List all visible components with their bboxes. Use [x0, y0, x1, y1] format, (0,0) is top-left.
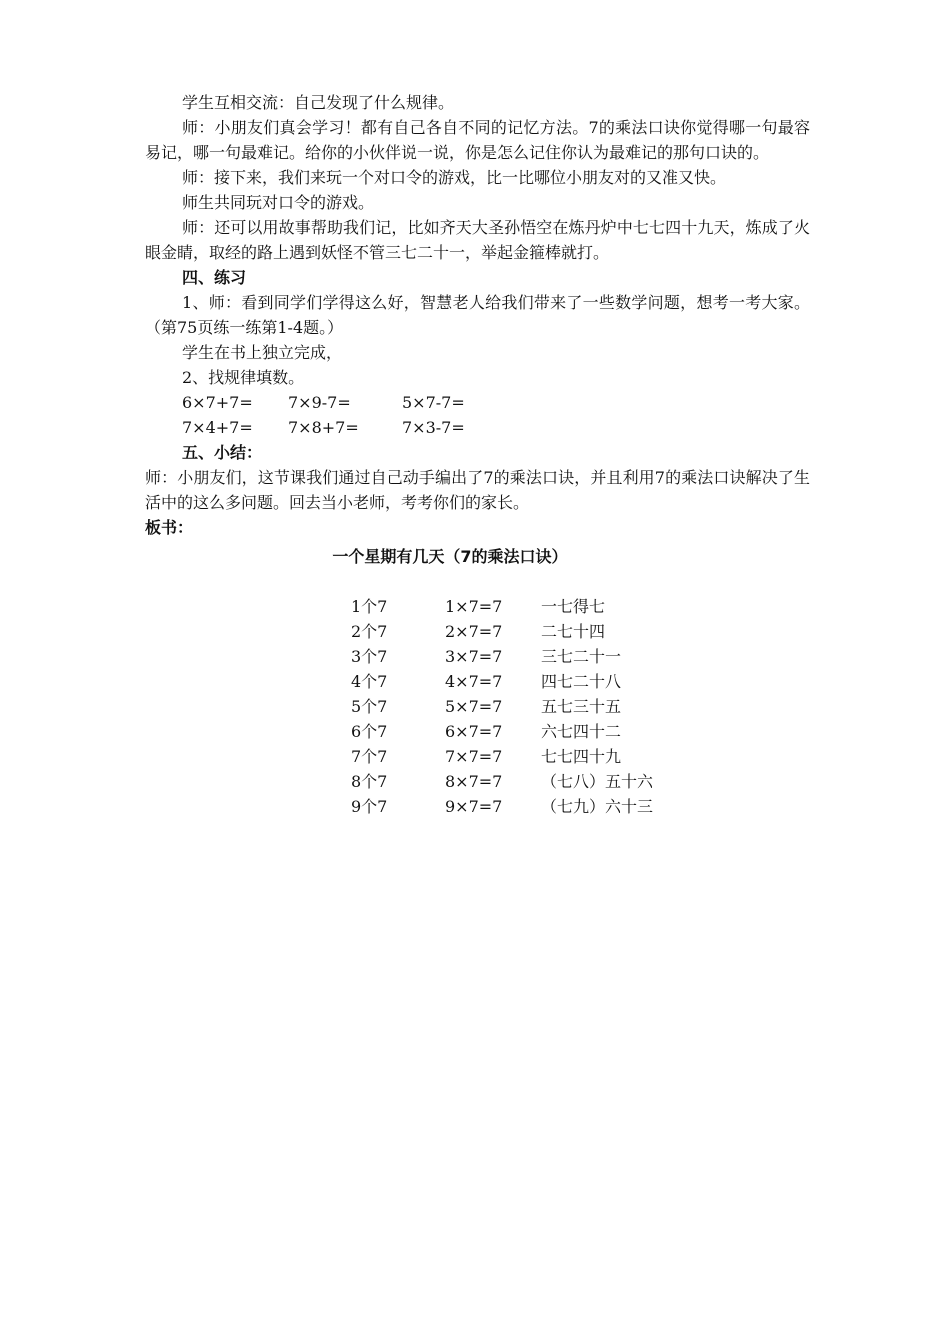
board-equation: 5×7=7 [445, 697, 503, 716]
board-rhyme: （七九）六十三 [541, 797, 654, 816]
board-equation: 3×7=7 [445, 647, 503, 666]
board-rhyme: 七七四十九 [541, 747, 622, 766]
board-count: 9个7 [351, 797, 388, 816]
board-count: 5个7 [351, 697, 388, 716]
equation: 7×4+7= [182, 418, 253, 437]
board-table [145, 594, 810, 819]
board-count: 8个7 [351, 772, 388, 791]
paragraph-student-exchange: 学生互相交流：自己发现了什么规律。 [182, 93, 455, 112]
equation: 7×8+7= [288, 418, 359, 437]
equation: 7×3-7= [402, 418, 465, 437]
board-row [351, 719, 810, 744]
board-row [351, 769, 810, 794]
board-equation: 1×7=7 [445, 597, 503, 616]
board-equation: 9×7=7 [445, 797, 503, 816]
document-page [145, 90, 810, 819]
board-rhyme: 三七二十一 [541, 647, 622, 666]
paragraph-teacher-story: 师：还可以用故事帮助我们记，比如齐天大圣孙悟空在炼丹炉中七七四十九天，炼成了火眼金睛，取经的路上遇到妖怪不管三七二十一，举起金箍棒就打。 [145, 218, 810, 262]
board-rhyme: 六七四十二 [541, 722, 622, 741]
board-rhyme: 一七得七 [541, 597, 606, 616]
paragraph-practice-independent: 学生在书上独立完成， [182, 343, 343, 362]
paragraph-teacher-memory: 师：小朋友们真会学习！都有自己各自不同的记忆方法。7的乘法口诀你觉得哪一句最容易记，哪一句最难记。给你的小伙伴说一说，你是怎么记住你认为最难记的那句口诀的。 [145, 118, 810, 162]
board-row [351, 794, 810, 819]
board-title: 一个星期有几天（7的乘法口诀） [332, 547, 568, 566]
equation-row [145, 415, 810, 440]
board-equation: 8×7=7 [445, 772, 503, 791]
board-rhyme: 二七十四 [541, 622, 606, 641]
board-rhyme: （七八）五十六 [541, 772, 654, 791]
section-heading-summary: 五、小结： [182, 443, 263, 462]
board-label: 板书： [145, 518, 194, 537]
board-row [351, 744, 810, 769]
equation: 5×7-7= [402, 393, 465, 412]
board-count: 2个7 [351, 622, 388, 641]
board-row [351, 694, 810, 719]
board-count: 3个7 [351, 647, 388, 666]
board-row [351, 594, 810, 619]
equation: 7×9-7= [288, 393, 351, 412]
board-count: 4个7 [351, 672, 388, 691]
board-count: 6个7 [351, 722, 388, 741]
board-count: 1个7 [351, 597, 388, 616]
paragraph-teacher-game: 师：接下来，我们来玩一个对口令的游戏，比一比哪位小朋友对的又准又快。 [182, 168, 727, 187]
board-count: 7个7 [351, 747, 388, 766]
paragraph-summary: 师：小朋友们，这节课我们通过自己动手编出了7的乘法口诀，并且利用7的乘法口诀解决了生活中的这么多问题。回去当小老师，考考你们的家长。 [145, 468, 810, 512]
board-row [351, 669, 810, 694]
board-equation: 4×7=7 [445, 672, 503, 691]
paragraph-practice-2: 2、找规律填数。 [182, 368, 305, 387]
section-heading-practice: 四、练习 [182, 268, 247, 287]
board-equation: 7×7=7 [445, 747, 503, 766]
board-rhyme: 四七二十八 [541, 672, 622, 691]
board-rhyme: 五七三十五 [541, 697, 622, 716]
paragraph-practice-1: 1、师：看到同学们学得这么好，智慧老人给我们带来了一些数学问题，想考一考大家。（第75页练一练第1-4题。） [145, 293, 810, 337]
board-row [351, 619, 810, 644]
board-equation: 2×7=7 [445, 622, 503, 641]
paragraph-play-game: 师生共同玩对口令的游戏。 [182, 193, 375, 212]
equation-row [145, 390, 810, 415]
board-row [351, 644, 810, 669]
board-equation: 6×7=7 [445, 722, 503, 741]
equation: 6×7+7= [182, 393, 253, 412]
